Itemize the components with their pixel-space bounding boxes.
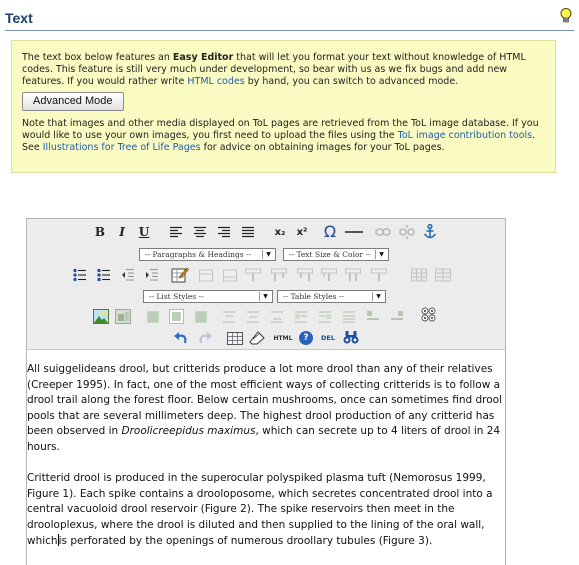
- advanced-mode-button[interactable]: Advanced Mode: [22, 92, 124, 111]
- undo-icon[interactable]: [173, 331, 189, 345]
- align-right-icon[interactable]: [217, 226, 231, 238]
- special-character-button[interactable]: Ω: [323, 221, 337, 241]
- table-col-left-icon[interactable]: [271, 268, 287, 282]
- float-right-icon[interactable]: [319, 311, 331, 323]
- bulleted-list-icon[interactable]: [73, 268, 87, 282]
- html-view-button[interactable]: HTML: [273, 334, 293, 342]
- horizontal-rule-icon[interactable]: [345, 230, 363, 234]
- content-paragraph-2: [27, 471, 505, 549]
- editor-notice: [11, 40, 556, 173]
- html-codes-link[interactable]: HTML codes: [187, 76, 245, 87]
- bold-button[interactable]: B: [94, 225, 106, 239]
- chevron-down-icon: ▼: [375, 250, 387, 259]
- image-props-icon[interactable]: [115, 309, 131, 324]
- notice-text: that will let you format your text without knowledge of HTML codes. This feature is still very much under development, so bear with us as we fix bugs and add new features. If you would rather write: [22, 52, 526, 87]
- cell-style-b-icon[interactable]: [169, 309, 184, 324]
- editor-toolbar: [27, 219, 505, 350]
- notice-images: [22, 118, 545, 154]
- paragraph-text: Critterid drool is produced in the superocular polyspiked plasma tuft (Nemorosus 1999, Figure 1). Each spike contains a drooloposome, which secretes concentrated drool into a central vacuoloid drool reservoir (Figure 2). The spike reservoirs then meet in the drooloplexus, where the drool is diluted and then supplied to the lining of the oral wall, which: [27, 472, 493, 547]
- find-icon[interactable]: [343, 330, 359, 345]
- select-all-icon[interactable]: [227, 332, 243, 345]
- notice-text: Note that images and other media displayed on ToL pages are retrieved from the ToL image database. If you would like to use your own images, you first need to upload the files using the: [22, 118, 539, 141]
- chevron-down-icon: ▼: [259, 292, 271, 301]
- subscript-button[interactable]: x₂: [274, 226, 286, 238]
- underline-button[interactable]: U: [138, 225, 150, 239]
- notice-text: The text box below features an: [22, 52, 173, 63]
- chevron-down-icon: ▼: [372, 292, 384, 301]
- table-delete-col-icon[interactable]: [321, 268, 337, 282]
- media-gallery-icon[interactable]: [421, 307, 437, 325]
- table-styles-select-value: -- Table Styles --: [283, 292, 344, 301]
- illustrations-link[interactable]: Illustrations for Tree of Life Pages: [42, 142, 201, 153]
- textsize-select-value: -- Text Size & Color --: [289, 250, 371, 259]
- paragraph-text: is perforated by the openings of numerous droollary tubules (Figure 3).: [58, 534, 433, 547]
- cell-style-c-icon[interactable]: [195, 311, 207, 323]
- species-name: Droolicreepidus maximus: [121, 425, 256, 438]
- title-divider: [5, 30, 574, 31]
- delete-button[interactable]: DEL: [321, 334, 335, 342]
- paragraphs-headings-select[interactable]: [139, 248, 276, 261]
- link-icon[interactable]: [375, 227, 391, 237]
- valign-top-icon[interactable]: [223, 311, 235, 323]
- anchor-icon[interactable]: [423, 224, 437, 240]
- help-button[interactable]: ?: [299, 331, 313, 345]
- section-title: Text: [5, 10, 33, 26]
- text-size-color-select[interactable]: [283, 248, 389, 261]
- table-row-below-icon[interactable]: [223, 268, 237, 282]
- valign-middle-icon[interactable]: [247, 311, 259, 323]
- outdent-icon[interactable]: [121, 268, 135, 282]
- editor-content-area[interactable]: [27, 362, 505, 565]
- align-justify-icon[interactable]: [241, 226, 255, 238]
- table-styles-select[interactable]: [277, 290, 386, 303]
- numbered-list-icon[interactable]: [97, 268, 111, 282]
- paragraph-text: , which can secrete up to 4 liters of drool in 24 hours.: [27, 425, 501, 453]
- align-center-icon[interactable]: [193, 226, 207, 238]
- superscript-button[interactable]: x²: [296, 226, 308, 238]
- lightbulb-icon[interactable]: [559, 7, 573, 25]
- paragraph-text: All suiggelideans drool, but critterids produce a lot more drool than any of their relatives (Creeper 1995). In fact, one of the most efficient ways of collecting critterids is to follow a drool trail along the forest floor. Below certain mushrooms, once can sometimes find drool pools that are several millimeters deep. The highest drool production of any critterid has been observed in: [27, 363, 502, 438]
- redo-icon[interactable]: [197, 331, 213, 345]
- insert-image-icon[interactable]: [93, 309, 109, 324]
- notice-text: for advice on obtaining images for your ToL pages.: [200, 142, 445, 153]
- align-left-icon[interactable]: [169, 226, 183, 238]
- table-edit-icon[interactable]: [171, 266, 189, 283]
- table-row-above-icon[interactable]: [199, 268, 213, 282]
- list-styles-select[interactable]: [143, 290, 273, 303]
- image-contribution-tools-link[interactable]: ToL image contribution tools: [397, 130, 533, 141]
- float-none-icon[interactable]: [343, 311, 355, 323]
- cell-props-icon[interactable]: [435, 268, 451, 282]
- table-props-icon[interactable]: [411, 268, 427, 282]
- list-styles-select-value: -- List Styles --: [149, 292, 204, 301]
- easy-editor: [26, 218, 506, 565]
- table-merge-icon[interactable]: [345, 268, 361, 282]
- easy-editor-label: Easy Editor: [172, 52, 234, 63]
- float-left-icon[interactable]: [295, 311, 307, 323]
- indent-icon[interactable]: [145, 268, 159, 282]
- unlink-icon[interactable]: [399, 225, 415, 239]
- notice-text: by hand, you can switch to advanced mode.: [244, 76, 459, 87]
- italic-button[interactable]: I: [119, 225, 125, 239]
- image-left-icon[interactable]: [367, 311, 379, 323]
- table-delete-row-icon[interactable]: [245, 268, 261, 282]
- table-split-icon[interactable]: [371, 268, 387, 282]
- cell-style-a-icon[interactable]: [147, 311, 159, 323]
- table-col-right-icon[interactable]: [297, 268, 313, 282]
- image-right-icon[interactable]: [391, 311, 403, 323]
- paragraphs-select-value: -- Paragraphs & Headings --: [145, 250, 252, 259]
- notice-text: . See: [22, 130, 536, 153]
- valign-bottom-icon[interactable]: [271, 311, 283, 323]
- content-paragraph-1: [27, 362, 505, 456]
- notice-intro: [22, 52, 545, 88]
- eraser-icon[interactable]: [249, 331, 265, 345]
- chevron-down-icon: ▼: [262, 250, 274, 259]
